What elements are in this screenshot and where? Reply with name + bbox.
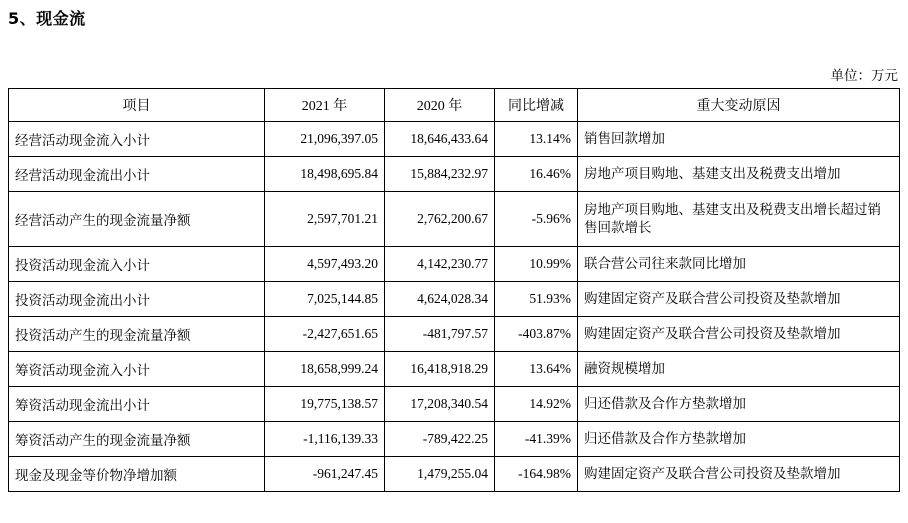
cash-flow-table	[8, 88, 900, 492]
cell-item: 经营活动现金流入小计	[9, 122, 265, 157]
cell-2021: -961,247.45	[265, 457, 385, 492]
table-row	[9, 157, 900, 192]
table-row	[9, 192, 900, 247]
cell-2020: 16,418,918.29	[385, 352, 495, 387]
cell-reason: 房地产项目购地、基建支出及税费支出增长超过销售回款增长	[578, 192, 900, 247]
cell-2021: 18,658,999.24	[265, 352, 385, 387]
table-row	[9, 352, 900, 387]
cell-2020: 1,479,255.04	[385, 457, 495, 492]
cell-2021: -2,427,651.65	[265, 317, 385, 352]
cell-item: 经营活动产生的现金流量净额	[9, 192, 265, 247]
cell-change: -164.98%	[495, 457, 578, 492]
cell-2020: -481,797.57	[385, 317, 495, 352]
cell-2020: -789,422.25	[385, 422, 495, 457]
table-row	[9, 457, 900, 492]
cell-2020: 18,646,433.64	[385, 122, 495, 157]
table-row	[9, 317, 900, 352]
column-header-2020: 2020 年	[385, 89, 495, 122]
cell-change: 14.92%	[495, 387, 578, 422]
cell-item: 投资活动现金流入小计	[9, 247, 265, 282]
cell-reason: 联合营公司往来款同比增加	[578, 247, 900, 282]
cell-item: 筹资活动现金流入小计	[9, 352, 265, 387]
cell-2021: 18,498,695.84	[265, 157, 385, 192]
cell-2020: 17,208,340.54	[385, 387, 495, 422]
column-header-reason: 重大变动原因	[578, 89, 900, 122]
table-row	[9, 122, 900, 157]
cell-2020: 15,884,232.97	[385, 157, 495, 192]
column-header-item: 项目	[9, 89, 265, 122]
cell-reason: 购建固定资产及联合营公司投资及垫款增加	[578, 457, 900, 492]
cell-item: 经营活动现金流出小计	[9, 157, 265, 192]
cell-item: 投资活动现金流出小计	[9, 282, 265, 317]
cell-change: -41.39%	[495, 422, 578, 457]
table-row	[9, 247, 900, 282]
cell-change: 13.14%	[495, 122, 578, 157]
cell-item: 筹资活动现金流出小计	[9, 387, 265, 422]
cell-reason: 归还借款及合作方垫款增加	[578, 387, 900, 422]
cell-2021: 19,775,138.57	[265, 387, 385, 422]
page-title: 5、现金流	[8, 9, 86, 28]
cell-2021: -1,116,139.33	[265, 422, 385, 457]
cell-change: -5.96%	[495, 192, 578, 247]
cell-change: -403.87%	[495, 317, 578, 352]
cell-reason: 购建固定资产及联合营公司投资及垫款增加	[578, 317, 900, 352]
cell-2020: 4,624,028.34	[385, 282, 495, 317]
cell-2021: 21,096,397.05	[265, 122, 385, 157]
cell-change: 51.93%	[495, 282, 578, 317]
cell-2020: 2,762,200.67	[385, 192, 495, 247]
unit-note: 单位：万元	[830, 68, 898, 83]
table-row	[9, 387, 900, 422]
table-row	[9, 282, 900, 317]
table-row	[9, 422, 900, 457]
column-header-change: 同比增减	[495, 89, 578, 122]
cell-item: 投资活动产生的现金流量净额	[9, 317, 265, 352]
cell-2021: 2,597,701.21	[265, 192, 385, 247]
cell-change: 16.46%	[495, 157, 578, 192]
cell-2021: 7,025,144.85	[265, 282, 385, 317]
cell-reason: 购建固定资产及联合营公司投资及垫款增加	[578, 282, 900, 317]
cell-reason: 融资规模增加	[578, 352, 900, 387]
table-header-row	[9, 89, 900, 122]
cell-2021: 4,597,493.20	[265, 247, 385, 282]
cell-reason: 归还借款及合作方垫款增加	[578, 422, 900, 457]
cell-reason: 销售回款增加	[578, 122, 900, 157]
cell-item: 筹资活动产生的现金流量净额	[9, 422, 265, 457]
cell-reason: 房地产项目购地、基建支出及税费支出增加	[578, 157, 900, 192]
column-header-2021: 2021 年	[265, 89, 385, 122]
cell-change: 13.64%	[495, 352, 578, 387]
cell-change: 10.99%	[495, 247, 578, 282]
cell-2020: 4,142,230.77	[385, 247, 495, 282]
cell-item: 现金及现金等价物净增加额	[9, 457, 265, 492]
